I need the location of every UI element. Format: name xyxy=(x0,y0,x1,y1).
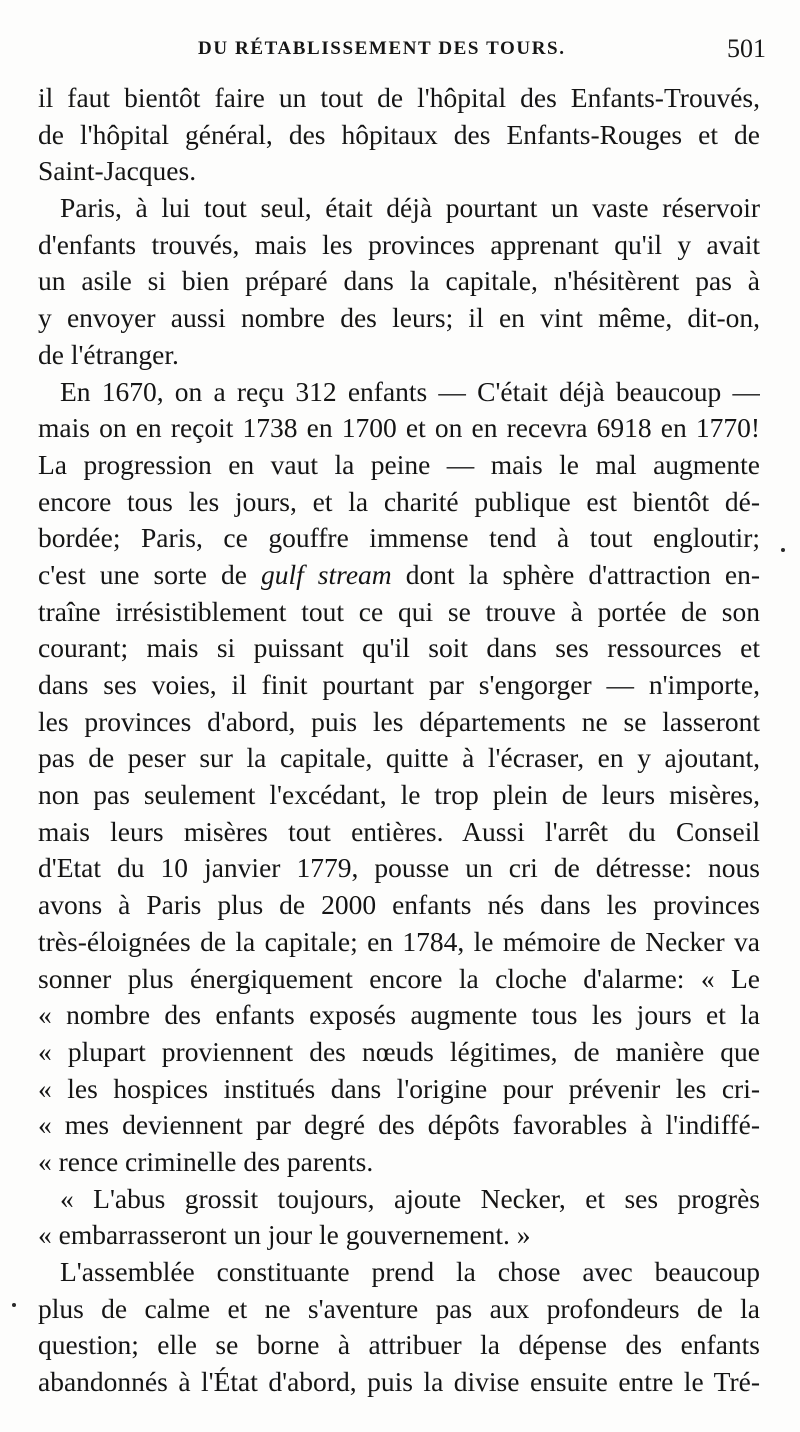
text-line: y envoyer aussi nombre des leurs; il en vint même, dit-on, xyxy=(38,302,760,334)
text-line: Paris, à lui tout seul, était déjà pourtant un vaste réservoir xyxy=(60,192,760,224)
text-line xyxy=(38,557,760,594)
text-line: d'Etat du 10 janvier 1779, pousse un cri de détresse: nous xyxy=(38,852,760,884)
body-text xyxy=(38,80,760,1401)
text-line: question; elle se borne à attribuer la dépense des enfants xyxy=(38,1329,760,1361)
text-span: dont la sphère d'attraction en- xyxy=(391,558,760,590)
text-line: « nombre des enfants exposés augmente tous les jours et la xyxy=(38,999,760,1031)
text-line: « les hospices institués dans l'origine pour prévenir les cri- xyxy=(38,1072,760,1104)
text-line: « embarrasseront un jour le gouvernement. » xyxy=(38,1219,531,1251)
text-line: encore tous les jours, et la charité publique est bientôt dé- xyxy=(38,485,760,517)
text-line: d'enfants trouvés, mais les provinces apprenant qu'il y avait xyxy=(38,228,760,260)
text-line: de l'hôpital général, des hôpitaux des Enfants-Rouges et de xyxy=(38,118,760,150)
text-line: « plupart proviennent des nœuds légitimes, de manière que xyxy=(38,1035,760,1067)
text-line: L'assemblée constituante prend la chose avec beaucoup xyxy=(60,1256,760,1287)
text-line: non pas seulement l'excédant, le trop plein de leurs misères, xyxy=(38,779,760,811)
text-line: « rence criminelle des parents. xyxy=(38,1145,374,1177)
text-line: dans ses voies, il finit pourtant par s'engorger — n'importe, xyxy=(38,669,760,700)
text-line: « L'abus grossit toujours, ajoute Necker, et ses progrès xyxy=(60,1182,760,1214)
text-line: plus de calme et ne s'aventure pas aux profondeurs de la xyxy=(38,1292,760,1324)
text-span: c'est une sorte de xyxy=(38,558,261,590)
text-line: bordée; Paris, ce gouffre immense tend à tout engloutir; xyxy=(38,522,760,554)
text-line: Saint-Jacques. xyxy=(38,155,197,187)
italic-phrase: gulf stream xyxy=(260,558,392,590)
text-line: mais leurs misères tout entières. Aussi l'arrêt du Conseil xyxy=(38,815,760,847)
text-line: de l'étranger. xyxy=(38,338,179,370)
text-line: sonner plus énergiquement encore la cloche d'alarme: « Le xyxy=(38,962,760,994)
text-line: « mes deviennent par degré des dépôts favorables à l'indiffé- xyxy=(38,1109,760,1141)
text-line: traîne irrésistiblement tout ce qui se trouve à portée de son xyxy=(38,595,760,627)
page-header xyxy=(40,30,766,70)
text-line: abandonnés à l'État d'abord, puis la divise ensuite entre le Tré- xyxy=(38,1366,760,1398)
text-line: très-éloignées de la capitale; en 1784, le mémoire de Necker va xyxy=(38,925,760,957)
text-line: il faut bientôt faire un tout de l'hôpital des Enfants-Trouvés, xyxy=(38,82,760,113)
running-head: DU RÉTABLISSEMENT DES TOURS. xyxy=(198,38,566,59)
text-line: courant; mais si puissant qu'il soit dans ses ressources et xyxy=(38,632,760,664)
page-number: 501 xyxy=(727,34,766,63)
text-line: mais on en reçoit 1738 en 1700 et on en recevra 6918 en 1770! xyxy=(38,412,760,444)
text-line: avons à Paris plus de 2000 enfants nés dans les provinces xyxy=(38,889,760,921)
text-line: En 1670, on a reçu 312 enfants — C'était déjà beaucoup — xyxy=(60,375,760,407)
text-line: La progression en vaut la peine — mais le mal augmente xyxy=(38,448,760,480)
text-line: un asile si bien préparé dans la capitale, n'hésitèrent pas à xyxy=(38,265,760,297)
margin-dot-mark xyxy=(781,548,785,552)
text-line: pas de peser sur la capitale, quitte à l'écraser, en y ajoutant, xyxy=(38,742,760,774)
text-line: les provinces d'abord, puis les départements ne se lasseront xyxy=(38,705,760,737)
margin-dot-mark xyxy=(12,1303,16,1307)
